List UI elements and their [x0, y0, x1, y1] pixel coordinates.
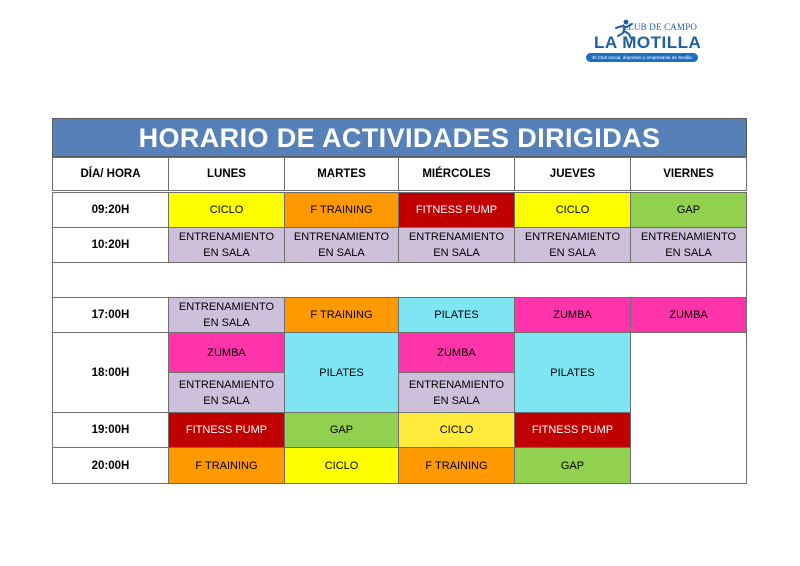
time-1800: 18:00H — [52, 332, 169, 413]
time-1700: 17:00H — [52, 297, 169, 333]
slot-martes-1800: PILATES — [284, 332, 399, 413]
slot-label-line2: EN SALA — [433, 247, 480, 259]
slot-label-line2: EN SALA — [665, 247, 712, 259]
slot-martes-1900: GAP — [284, 412, 399, 448]
slot-miercoles-1800-a: ZUMBA — [398, 332, 515, 373]
slot-label-line2: EN SALA — [203, 317, 250, 329]
slot-lunes-1700 — [168, 297, 285, 333]
slot-label-line1: ENTRENAMIENTO — [178, 301, 275, 313]
time-0920: 09:20H — [52, 192, 169, 228]
time-1020: 10:20H — [52, 227, 169, 263]
slot-jueves-1900: FITNESS PUMP — [514, 412, 631, 448]
slot-jueves-0920: CICLO — [514, 192, 631, 228]
slot-label-line2: EN SALA — [549, 247, 596, 259]
logo-club-text: CLUB DE CAMPO — [622, 22, 698, 32]
time-1900: 19:00H — [52, 412, 169, 448]
slot-lunes-1800-b — [168, 372, 285, 413]
slot-label-line2: EN SALA — [318, 247, 365, 259]
slot-label-line1: ENTRENAMIENTO — [178, 378, 275, 391]
slot-label-line1: ENTRENAMIENTO — [408, 378, 505, 391]
slot-miercoles-1020 — [398, 227, 515, 263]
slot-lunes-1900: FITNESS PUMP — [168, 412, 285, 448]
slot-lunes-2000: F TRAINING — [168, 447, 285, 484]
slot-lunes-0920: CICLO — [168, 192, 285, 228]
break-row — [52, 262, 747, 298]
slot-miercoles-1800-b — [398, 372, 515, 413]
header-lunes: LUNES — [168, 157, 285, 191]
slot-viernes-1700: ZUMBA — [630, 297, 747, 333]
slot-martes-1700: F TRAINING — [284, 297, 399, 333]
slot-miercoles-1900: CICLO — [398, 412, 515, 448]
logo-tagline: El Club social, deportivo y empresarial de Sevilla — [586, 53, 698, 62]
slot-label-line2: EN SALA — [203, 394, 250, 407]
slot-label-line1: ENTRENAMIENTO — [408, 231, 505, 243]
slot-label-line1: ENTRENAMIENTO — [524, 231, 621, 243]
slot-viernes-evening-empty — [630, 332, 747, 484]
slot-martes-1020 — [284, 227, 399, 263]
slot-jueves-1020 — [514, 227, 631, 263]
slot-label-line2: EN SALA — [433, 394, 480, 407]
slot-viernes-1020 — [630, 227, 747, 263]
slot-label-line2: EN SALA — [203, 247, 250, 259]
slot-martes-2000: CICLO — [284, 447, 399, 484]
slot-lunes-1020 — [168, 227, 285, 263]
time-2000: 20:00H — [52, 447, 169, 484]
slot-miercoles-0920: FITNESS PUMP — [398, 192, 515, 228]
header-jueves: JUEVES — [514, 157, 631, 191]
slot-label-line1: ENTRENAMIENTO — [178, 231, 275, 243]
header-martes: MARTES — [284, 157, 399, 191]
header-day-hour: DÍA/ HORA — [52, 157, 169, 191]
logo-name-text: LA MOTILLA — [594, 33, 702, 52]
schedule-title: HORARIO DE ACTIVIDADES DIRIGIDAS — [52, 118, 747, 157]
header-viernes: VIERNES — [630, 157, 747, 191]
slot-label-line1: ENTRENAMIENTO — [640, 231, 737, 243]
club-logo — [586, 18, 702, 64]
slot-martes-0920: F TRAINING — [284, 192, 399, 228]
slot-label-line1: ENTRENAMIENTO — [293, 231, 390, 243]
slot-jueves-1800: PILATES — [514, 332, 631, 413]
slot-jueves-2000: GAP — [514, 447, 631, 484]
slot-miercoles-1700: PILATES — [398, 297, 515, 333]
slot-miercoles-2000: F TRAINING — [398, 447, 515, 484]
slot-viernes-0920: GAP — [630, 192, 747, 228]
slot-lunes-1800-a: ZUMBA — [168, 332, 285, 373]
header-miercoles: MIÉRCOLES — [398, 157, 515, 191]
slot-jueves-1700: ZUMBA — [514, 297, 631, 333]
